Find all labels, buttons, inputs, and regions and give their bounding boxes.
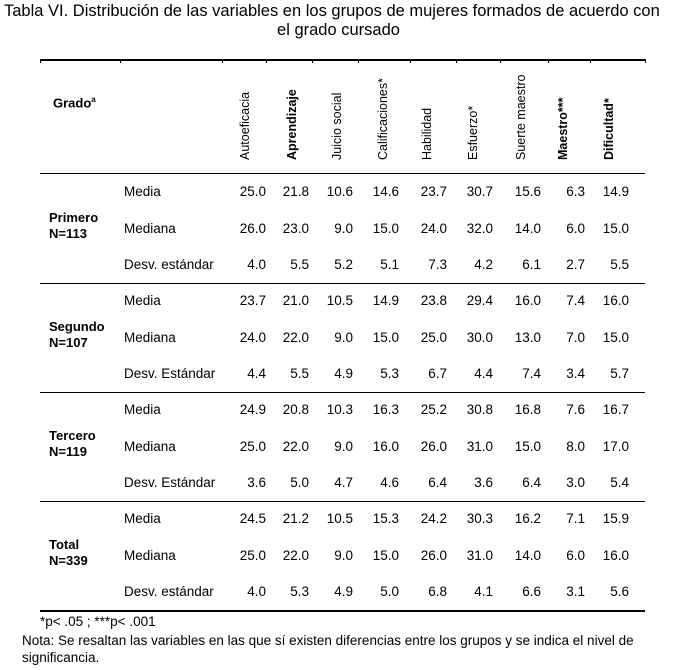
stat-label: Desv. estándar bbox=[124, 257, 214, 272]
table-cell: 7.4 bbox=[522, 366, 541, 381]
table-cell: 3.1 bbox=[566, 584, 585, 599]
table-cell: 3.6 bbox=[247, 475, 266, 490]
table-cell: 24.2 bbox=[420, 511, 447, 526]
table-cell: 29.4 bbox=[466, 293, 493, 308]
column-header: Dificultad* bbox=[602, 98, 616, 160]
table-cell: 32.0 bbox=[466, 221, 493, 236]
title-line-1: Tabla VI. Distribución de las variables en los grupos de mujeres formados de acuerdo con bbox=[4, 2, 660, 20]
table-cell: 6.8 bbox=[428, 584, 447, 599]
table-cell: 7.6 bbox=[566, 402, 585, 417]
table-cell: 15.6 bbox=[514, 184, 541, 199]
group-n: N=119 bbox=[49, 444, 87, 459]
table-cell: 4.1 bbox=[474, 584, 493, 599]
table-cell: 22.0 bbox=[282, 548, 309, 563]
column-header: Calificaciones* bbox=[376, 78, 390, 160]
table-cell: 30.0 bbox=[466, 330, 493, 345]
table-cell: 15.9 bbox=[602, 511, 629, 526]
table-cell: 5.5 bbox=[610, 257, 629, 272]
title-line-2: el grado cursado bbox=[277, 21, 400, 39]
table-cell: 25.0 bbox=[239, 548, 266, 563]
table-cell: 23.8 bbox=[420, 293, 447, 308]
table-cell: 5.0 bbox=[290, 475, 309, 490]
table-cell: 21.0 bbox=[282, 293, 309, 308]
column-tick bbox=[266, 59, 267, 63]
table-cell: 6.4 bbox=[522, 475, 541, 490]
group-label bbox=[49, 537, 88, 569]
stat-label: Mediana bbox=[124, 439, 176, 454]
header-rule bbox=[40, 173, 645, 174]
group-name: Tercero bbox=[49, 428, 96, 443]
table-cell: 24.5 bbox=[239, 511, 266, 526]
table-cell: 15.0 bbox=[372, 548, 399, 563]
table-cell: 7.4 bbox=[566, 293, 585, 308]
column-tick bbox=[120, 59, 121, 63]
column-header: Habilidad bbox=[420, 107, 434, 160]
table-cell: 26.0 bbox=[420, 439, 447, 454]
column-tick bbox=[358, 59, 359, 63]
table-cell: 5.2 bbox=[334, 257, 353, 272]
group-rule bbox=[40, 501, 645, 502]
table-cell: 15.3 bbox=[372, 511, 399, 526]
group-name: Primero bbox=[49, 210, 99, 225]
table-cell: 9.0 bbox=[334, 548, 353, 563]
table-cell: 9.0 bbox=[334, 221, 353, 236]
column-tick bbox=[410, 59, 411, 63]
stat-label: Media bbox=[124, 184, 161, 199]
table-cell: 10.5 bbox=[326, 511, 353, 526]
column-tick bbox=[548, 59, 549, 63]
table-cell: 5.5 bbox=[290, 257, 309, 272]
table-cell: 15.0 bbox=[514, 439, 541, 454]
table-cell: 14.0 bbox=[514, 548, 541, 563]
table-cell: 5.4 bbox=[610, 475, 629, 490]
group-n: N=113 bbox=[49, 226, 87, 241]
table-cell: 22.0 bbox=[282, 439, 309, 454]
table-cell: 25.0 bbox=[420, 330, 447, 345]
group-rule bbox=[40, 610, 645, 612]
column-header: Esfuerzo* bbox=[466, 105, 480, 160]
stat-label: Media bbox=[124, 402, 161, 417]
group-label bbox=[49, 319, 105, 351]
table-cell: 23.0 bbox=[282, 221, 309, 236]
table-cell: 3.6 bbox=[474, 475, 493, 490]
table-cell: 23.7 bbox=[420, 184, 447, 199]
stat-label: Mediana bbox=[124, 221, 176, 236]
column-tick bbox=[312, 59, 313, 63]
table-note: Nota: Se resaltan las variables en las que sí existen diferencias entre los grupos y se indica el nivel de significancia. bbox=[22, 633, 634, 665]
table-cell: 6.6 bbox=[522, 584, 541, 599]
table-cell: 5.7 bbox=[610, 366, 629, 381]
column-tick bbox=[40, 59, 41, 63]
column-header: Maestro*** bbox=[556, 97, 570, 160]
table-cell: 10.6 bbox=[326, 184, 353, 199]
table-cell: 20.8 bbox=[282, 402, 309, 417]
table-cell: 10.3 bbox=[326, 402, 353, 417]
table-cell: 9.0 bbox=[334, 330, 353, 345]
column-tick bbox=[456, 59, 457, 63]
table-cell: 15.0 bbox=[372, 221, 399, 236]
table-cell: 24.9 bbox=[239, 402, 266, 417]
table-cell: 16.3 bbox=[372, 402, 399, 417]
column-tick bbox=[590, 59, 591, 63]
table-cell: 14.6 bbox=[372, 184, 399, 199]
table-cell: 4.9 bbox=[334, 584, 353, 599]
table-cell: 3.4 bbox=[566, 366, 585, 381]
table-cell: 6.0 bbox=[566, 221, 585, 236]
table-cell: 23.7 bbox=[239, 293, 266, 308]
table-cell: 21.8 bbox=[282, 184, 309, 199]
table-cell: 15.0 bbox=[602, 221, 629, 236]
table-cell: 21.2 bbox=[282, 511, 309, 526]
stat-label: Desv. Estándar bbox=[124, 366, 216, 381]
top-rule bbox=[40, 59, 645, 61]
table-cell: 4.6 bbox=[380, 475, 399, 490]
table-cell: 30.3 bbox=[466, 511, 493, 526]
table-cell: 5.0 bbox=[380, 584, 399, 599]
table-cell: 13.0 bbox=[514, 330, 541, 345]
table-cell: 16.2 bbox=[514, 511, 541, 526]
table-cell: 14.0 bbox=[514, 221, 541, 236]
table-cell: 7.0 bbox=[566, 330, 585, 345]
column-header: Juicio social bbox=[330, 92, 344, 160]
table-cell: 30.8 bbox=[466, 402, 493, 417]
table-cell: 6.4 bbox=[428, 475, 447, 490]
table-cell: 16.7 bbox=[602, 402, 629, 417]
table-cell: 6.7 bbox=[428, 366, 447, 381]
table-cell: 16.0 bbox=[372, 439, 399, 454]
table-cell: 22.0 bbox=[282, 330, 309, 345]
table-cell: 9.0 bbox=[334, 439, 353, 454]
table-cell: 15.0 bbox=[602, 330, 629, 345]
table-cell: 4.0 bbox=[247, 257, 266, 272]
column-header: Suerte maestro bbox=[514, 74, 528, 160]
table-cell: 16.0 bbox=[602, 548, 629, 563]
table-cell: 7.3 bbox=[428, 257, 447, 272]
table-cell: 4.4 bbox=[474, 366, 493, 381]
table-cell: 4.4 bbox=[247, 366, 266, 381]
group-name: Total bbox=[49, 537, 80, 552]
column-tick bbox=[222, 59, 223, 63]
table-cell: 5.1 bbox=[380, 257, 399, 272]
table-cell: 3.0 bbox=[566, 475, 585, 490]
stat-label: Mediana bbox=[124, 548, 176, 563]
table-cell: 14.9 bbox=[372, 293, 399, 308]
table-cell: 25.0 bbox=[239, 184, 266, 199]
column-header: Autoeficacia bbox=[238, 91, 252, 160]
table-cell: 16.0 bbox=[602, 293, 629, 308]
table-cell: 6.1 bbox=[522, 257, 541, 272]
table-cell: 2.7 bbox=[566, 257, 585, 272]
table-cell: 15.0 bbox=[372, 330, 399, 345]
group-name: Segundo bbox=[49, 319, 105, 334]
table-cell: 25.2 bbox=[420, 402, 447, 417]
footnote: *p< .05 ; ***p< .001 bbox=[40, 614, 156, 629]
table-cell: 24.0 bbox=[239, 330, 266, 345]
table-cell: 5.5 bbox=[290, 366, 309, 381]
stat-label: Mediana bbox=[124, 330, 176, 345]
group-label bbox=[49, 210, 98, 242]
table-cell: 25.0 bbox=[239, 439, 266, 454]
table-cell: 10.5 bbox=[326, 293, 353, 308]
table-cell: 26.0 bbox=[239, 221, 266, 236]
table-cell: 4.7 bbox=[334, 475, 353, 490]
stat-label: Media bbox=[124, 293, 161, 308]
stat-label: Desv. estándar bbox=[124, 584, 214, 599]
group-label bbox=[49, 428, 96, 460]
table-cell: 5.3 bbox=[290, 584, 309, 599]
column-tick bbox=[500, 59, 501, 63]
table-cell: 16.8 bbox=[514, 402, 541, 417]
table-cell: 16.0 bbox=[514, 293, 541, 308]
group-rule bbox=[40, 392, 645, 393]
table-cell: 5.3 bbox=[380, 366, 399, 381]
table-cell: 4.0 bbox=[247, 584, 266, 599]
grado-header: Grado$^a$ bbox=[53, 95, 96, 111]
table-cell: 6.3 bbox=[566, 184, 585, 199]
group-rule bbox=[40, 283, 645, 284]
stat-label: Desv. Estándar bbox=[124, 475, 216, 490]
column-header: Aprendizaje bbox=[285, 89, 299, 160]
table-cell: 4.9 bbox=[334, 366, 353, 381]
table-cell: 31.0 bbox=[466, 439, 493, 454]
table-cell: 7.1 bbox=[566, 511, 585, 526]
table-cell: 24.0 bbox=[420, 221, 447, 236]
table-cell: 31.0 bbox=[466, 548, 493, 563]
table-cell: 14.9 bbox=[602, 184, 629, 199]
table-cell: 30.7 bbox=[466, 184, 493, 199]
table-cell: 4.2 bbox=[474, 257, 493, 272]
table-cell: 8.0 bbox=[566, 439, 585, 454]
group-n: N=107 bbox=[49, 335, 88, 350]
group-n: N=339 bbox=[49, 553, 88, 568]
table-cell: 5.6 bbox=[610, 584, 629, 599]
table-cell: 17.0 bbox=[602, 439, 629, 454]
table-title bbox=[0, 2, 677, 40]
table-cell: 6.0 bbox=[566, 548, 585, 563]
column-tick bbox=[645, 59, 646, 63]
stat-label: Media bbox=[124, 511, 161, 526]
table-cell: 26.0 bbox=[420, 548, 447, 563]
